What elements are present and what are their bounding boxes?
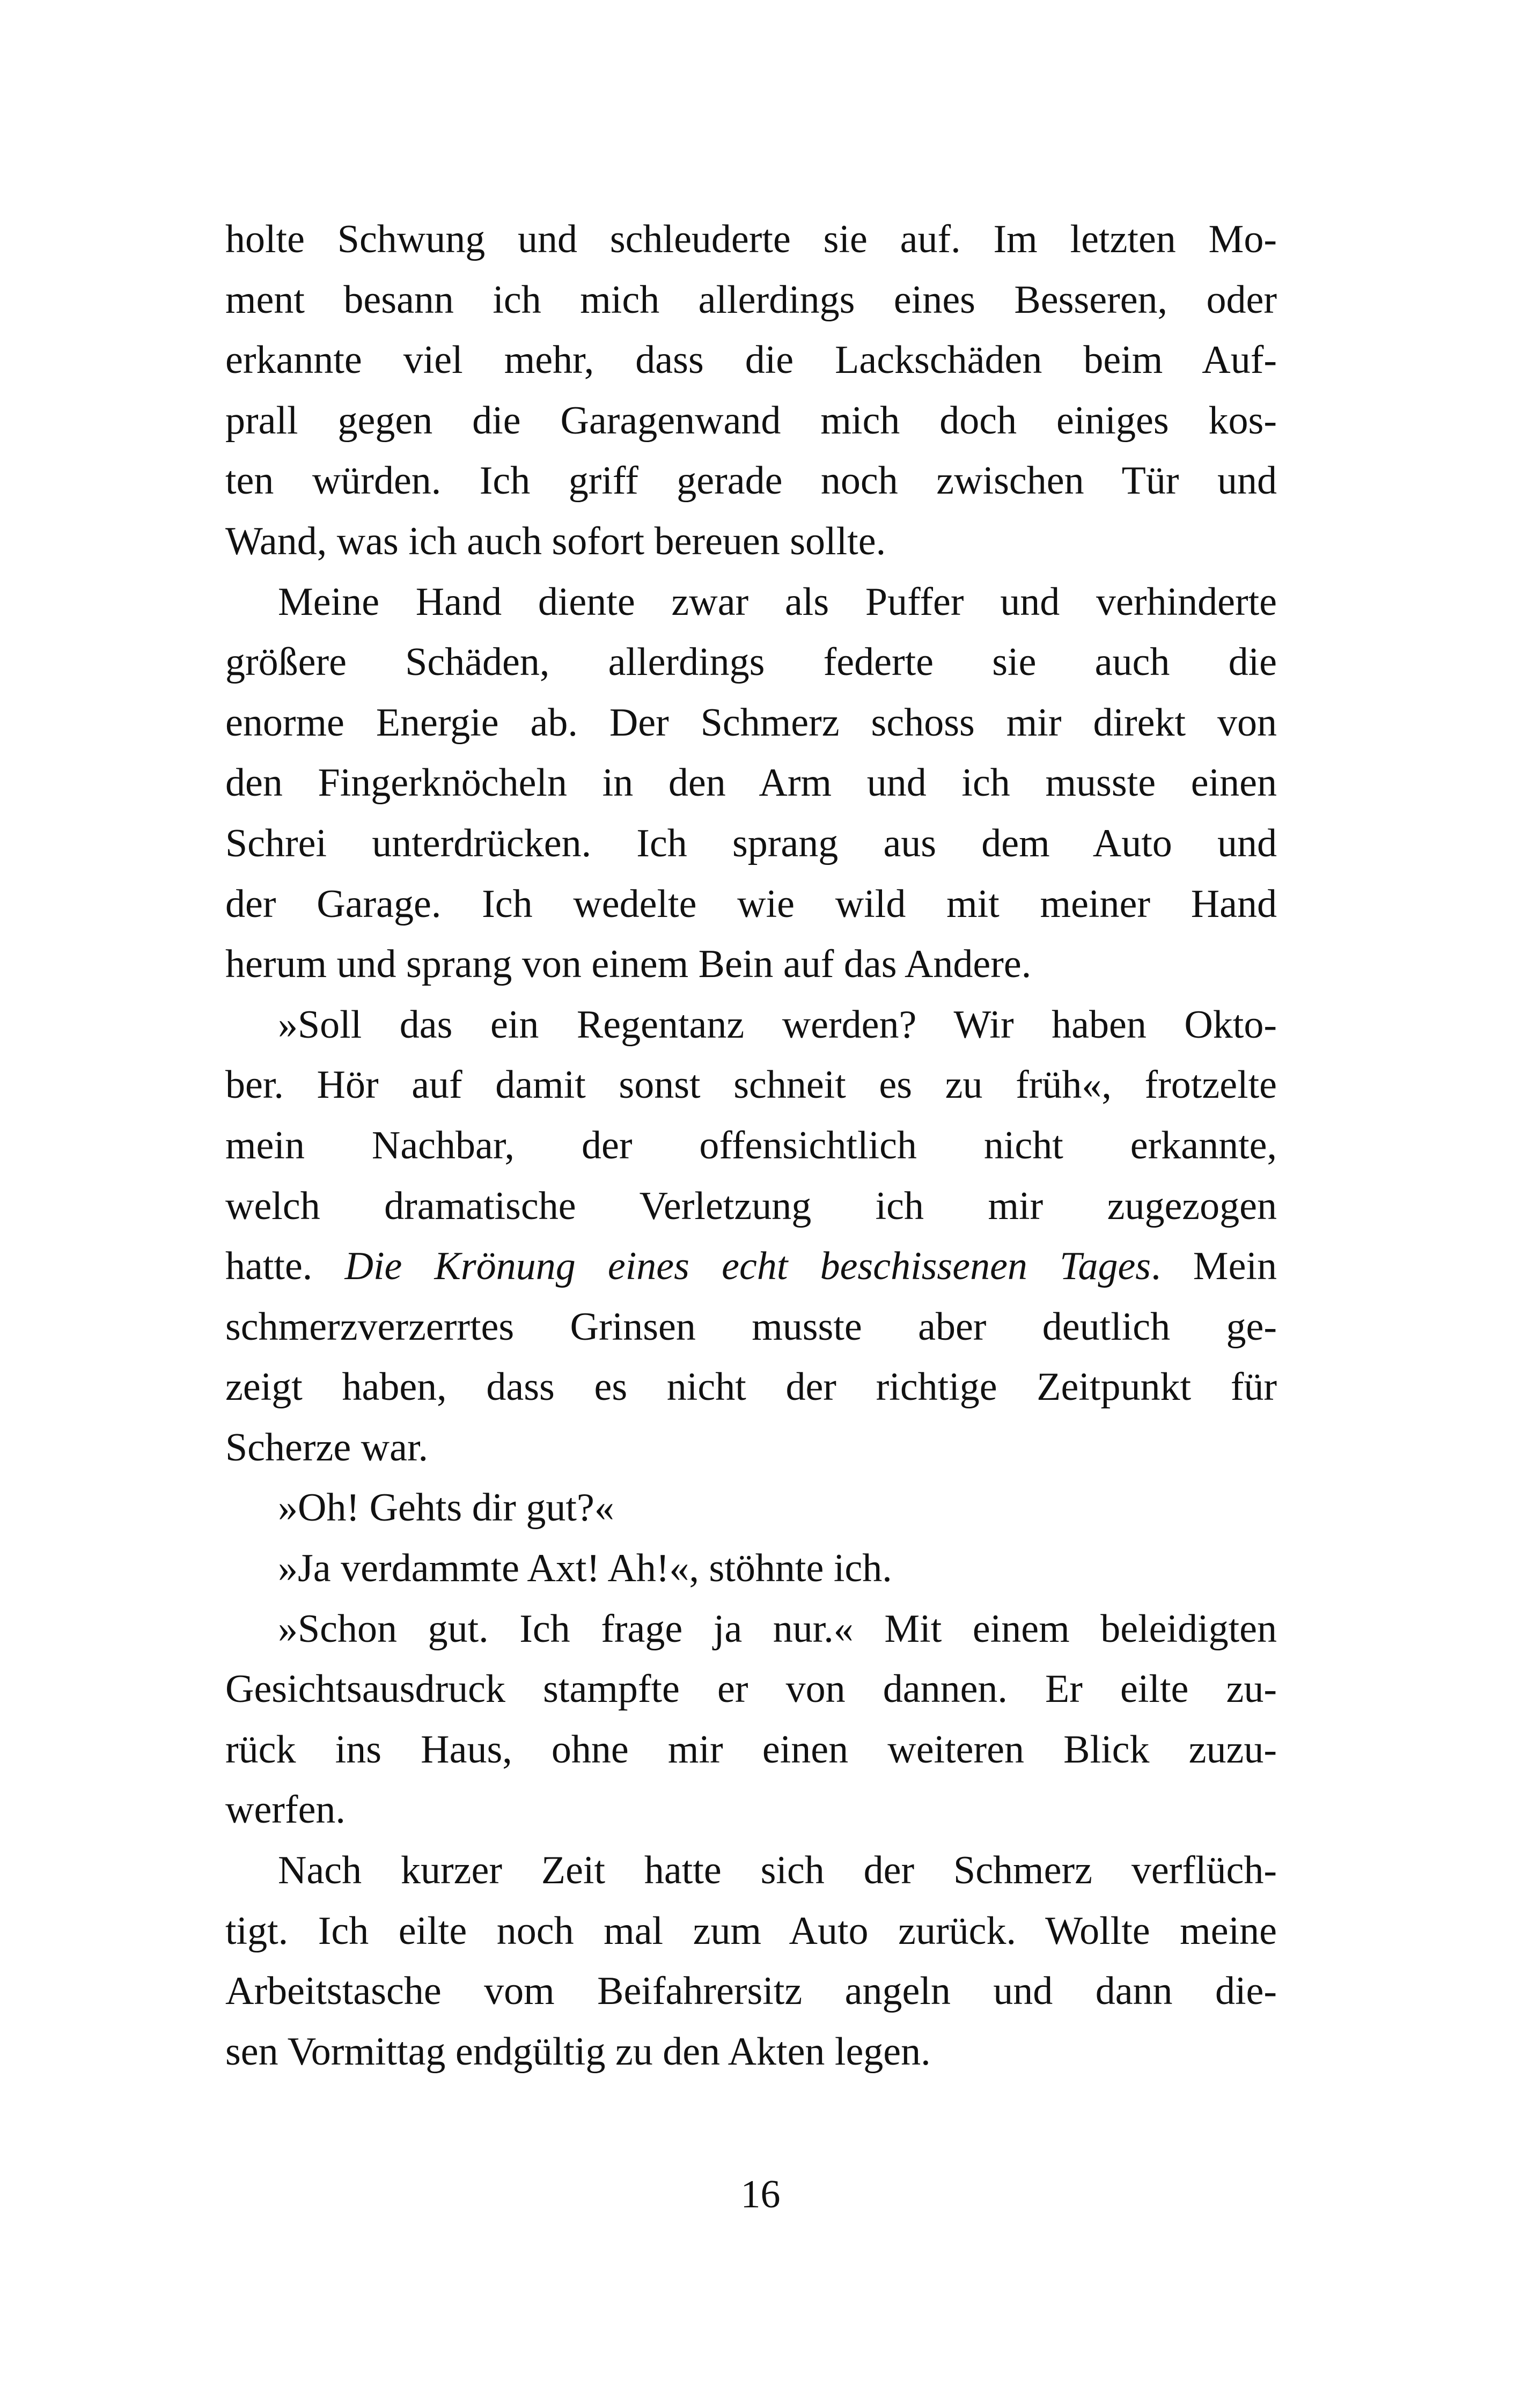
text-line: Nach kurzer Zeit hatte sich der Schmerz verflüch- (278, 1848, 1277, 1893)
text-line-with-italic (225, 1236, 1277, 1297)
text-line: Gesichtsausdruck stampfte er von dannen. Er eilte zu- (225, 1667, 1277, 1712)
text-line: ten würden. Ich griff gerade noch zwischen Tür und (225, 459, 1277, 503)
text-line: werfen. (225, 1788, 346, 1832)
text-line: holte Schwung und schleuderte sie auf. Im letzten Mo- (225, 217, 1277, 261)
text-line: prall gegen die Garagenwand mich doch einiges kos- (225, 398, 1277, 443)
text-line: welch dramatische Verletzung ich mir zugezogen (225, 1184, 1277, 1228)
text-line: ment besann ich mich allerdings eines Besseren, oder (225, 277, 1277, 322)
text-line: Meine Hand diente zwar als Puffer und verhinderte (278, 579, 1277, 624)
text-line: der Garage. Ich wedelte wie wild mit meiner Hand (225, 882, 1277, 926)
text-line: Wand, was ich auch sofort bereuen sollte. (225, 519, 886, 563)
text-line: zeigt haben, dass es nicht der richtige Zeitpunkt für (225, 1365, 1277, 1409)
text-line: Scherze war. (225, 1425, 429, 1470)
text-line: erkannte viel mehr, dass die Lackschäden beim Auf- (225, 338, 1277, 383)
text-line: enorme Energie ab. Der Schmerz schoss mir direkt von (225, 700, 1277, 745)
text-line: tigt. Ich eilte noch mal zum Auto zurück. Wollte meine (225, 1908, 1277, 1953)
text-line: Schrei unterdrücken. Ich sprang aus dem Auto und (225, 821, 1277, 865)
text-line: mein Nachbar, der offensichtlich nicht erkannte, (225, 1123, 1277, 1168)
text-segment: hatte. (225, 1244, 345, 1289)
text-line: rück ins Haus, ohne mir einen weiteren Blick zuzu- (225, 1727, 1277, 1772)
text-line: herum und sprang von einem Bein auf das Andere. (225, 942, 1032, 987)
text-line: »Ja verdammte Axt! Ah!«, stöhnte ich. (278, 1546, 892, 1591)
text-line: den Fingerknöcheln in den Arm und ich musste einen (225, 761, 1277, 805)
text-line: »Soll das ein Regentanz werden? Wir haben Okto- (278, 1002, 1277, 1047)
text-line: »Schon gut. Ich frage ja nur.« Mit einem beleidigten (278, 1606, 1277, 1651)
text-line: Arbeitstasche vom Beifahrersitz angeln und dann die- (225, 1969, 1277, 2014)
text-line: größere Schäden, allerdings federte sie auch die (225, 640, 1277, 685)
text-line: ber. Hör auf damit sonst schneit es zu früh«, frotzelte (225, 1063, 1277, 1107)
italic-thought: Die Krönung eines echt beschissenen Tages (344, 1244, 1151, 1289)
body-text (225, 209, 1277, 2082)
text-line: »Oh! Gehts dir gut?« (278, 1486, 614, 1530)
text-line: schmerzverzerrtes Grinsen musste aber deutlich ge- (225, 1304, 1277, 1349)
text-line: sen Vormittag endgültig zu den Akten legen. (225, 2029, 931, 2074)
page-number: 16 (740, 2172, 781, 2216)
text-segment: . Mein (1151, 1244, 1277, 1289)
